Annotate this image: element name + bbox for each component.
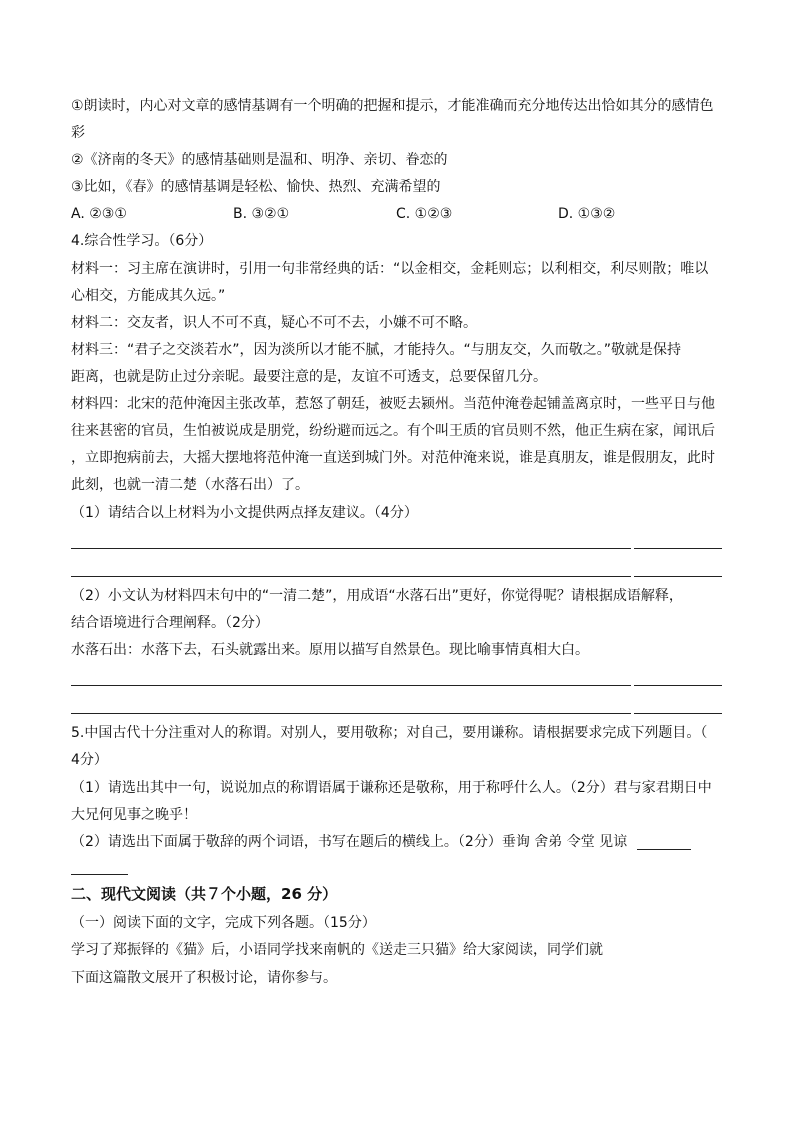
q3-statement-1-continued: 彩 <box>71 125 85 141</box>
q4-material-3: 材料三：“君子之交淡若水”，因为淡所以才能不腻，才能持久。“与朋友交，久而敬之。”敬就是保持 <box>71 342 682 358</box>
q5-title-continued: 4分） <box>71 752 108 768</box>
q3-option-b: B. ③②① <box>233 206 290 222</box>
q4-material-4-line-2: 往来甚密的官员，生怕被说成是朋党，纷纷避而远之。有个叫王质的官员则不然，他正生病在家，闻讯后 <box>71 423 715 439</box>
answer-blank[interactable] <box>71 874 128 875</box>
q4-material-1: 材料一：习主席在演讲时，引用一句非常经典的话：“以金相交，金耗则忘；以利相交，利尽则散；唯以 <box>71 261 709 277</box>
section-intro: 学习了郑振铎的《猫》后，小语同学找来南帆的《送走三只猫》给大家阅读，同学们就 <box>71 942 603 958</box>
q5-title: 5.中国古代十分注重对人的称谓。对别人，要用敬称；对自己，要用谦称。请根据要求完成下列题目。（ <box>71 725 708 741</box>
q4-material-3-continued: 距离，也就是防止过分亲昵。最要注意的是，友谊不可透支，总要保留几分。 <box>71 369 547 385</box>
q5-subquestion-2: （2）请选出下面属于敬辞的两个词语，书写在题后的横线上。（2分）垂询 舍弟 令堂 见谅 <box>71 834 628 850</box>
answer-blank[interactable] <box>637 849 691 850</box>
answer-line[interactable] <box>634 685 722 686</box>
q4-material-4: 材料四：北宋的范仲淹因主张改革，惹怒了朝廷，被贬去颍州。当范仲淹卷起铺盖离京时，一些平日与他 <box>71 396 715 412</box>
q4-idiom-definition: 水落石出：水落下去，石头就露出来。原用以描写自然景色。现比喻事情真相大白。 <box>71 642 589 658</box>
answer-line[interactable] <box>634 713 722 714</box>
answer-line[interactable] <box>71 713 631 714</box>
answer-line[interactable] <box>71 685 631 686</box>
answer-line[interactable] <box>71 548 631 549</box>
q5-subquestion-1: （1）请选出其中一句，说说加点的称谓语属于谦称还是敬称，用于称呼什么人。（2分）君与家君期日中 <box>71 780 712 796</box>
answer-line[interactable] <box>71 576 631 577</box>
section-part-1: （一）阅读下面的文字，完成下列各题。（15分） <box>71 915 376 931</box>
q4-subquestion-2-continued: 结合语境进行合理阐释。（2分） <box>71 615 269 631</box>
q3-option-c: C. ①②③ <box>396 206 453 222</box>
q4-material-1-continued: 心相交，方能成其久远。” <box>71 288 226 304</box>
q4-subquestion-2: （2）小文认为材料四末句中的“一清二楚”，用成语“水落石出”更好，你觉得呢？请根据成语解释， <box>71 588 683 604</box>
answer-line[interactable] <box>634 576 722 577</box>
q3-statement-1: ①朗读时，内心对文章的感情基调有一个明确的把握和提示，才能准确而充分地传达出恰如其分的感情色 <box>71 98 714 114</box>
q5-subquestion-1-continued: 大兄何见事之晚乎！ <box>71 807 197 823</box>
q4-material-2: 材料二：交友者，识人不可不真，疑心不可不去，小嫌不可不略。 <box>71 315 477 331</box>
q3-option-a: A. ②③① <box>71 206 127 222</box>
answer-line[interactable] <box>634 548 722 549</box>
section-intro-continued: 下面这篇散文展开了积极讨论，请你参与。 <box>71 970 337 986</box>
q3-statement-3: ③比如，《春》的感情基调是轻松、愉快、热烈、充满希望的 <box>71 179 441 195</box>
q3-option-d: D. ①③② <box>558 206 616 222</box>
section-heading: 二、现代文阅读（共７个小题，26 分） <box>71 885 338 903</box>
q4-subquestion-1: （1）请结合以上材料为小文提供两点择友建议。（4分） <box>71 505 418 521</box>
q4-material-4-line-3: ，立即抱病前去，大摇大摆地将范仲淹一直送到城门外。对范仲淹来说，谁是真朋友，谁是假朋友，此时 <box>71 450 715 466</box>
q3-statement-2: ②《济南的冬天》的感情基础则是温和、明净、亲切、眷恋的 <box>71 152 448 168</box>
q4-title: 4.综合性学习。（6分） <box>71 233 213 249</box>
q4-material-4-line-4: 此刻，也就一清二楚（水落石出）了。 <box>71 477 309 493</box>
